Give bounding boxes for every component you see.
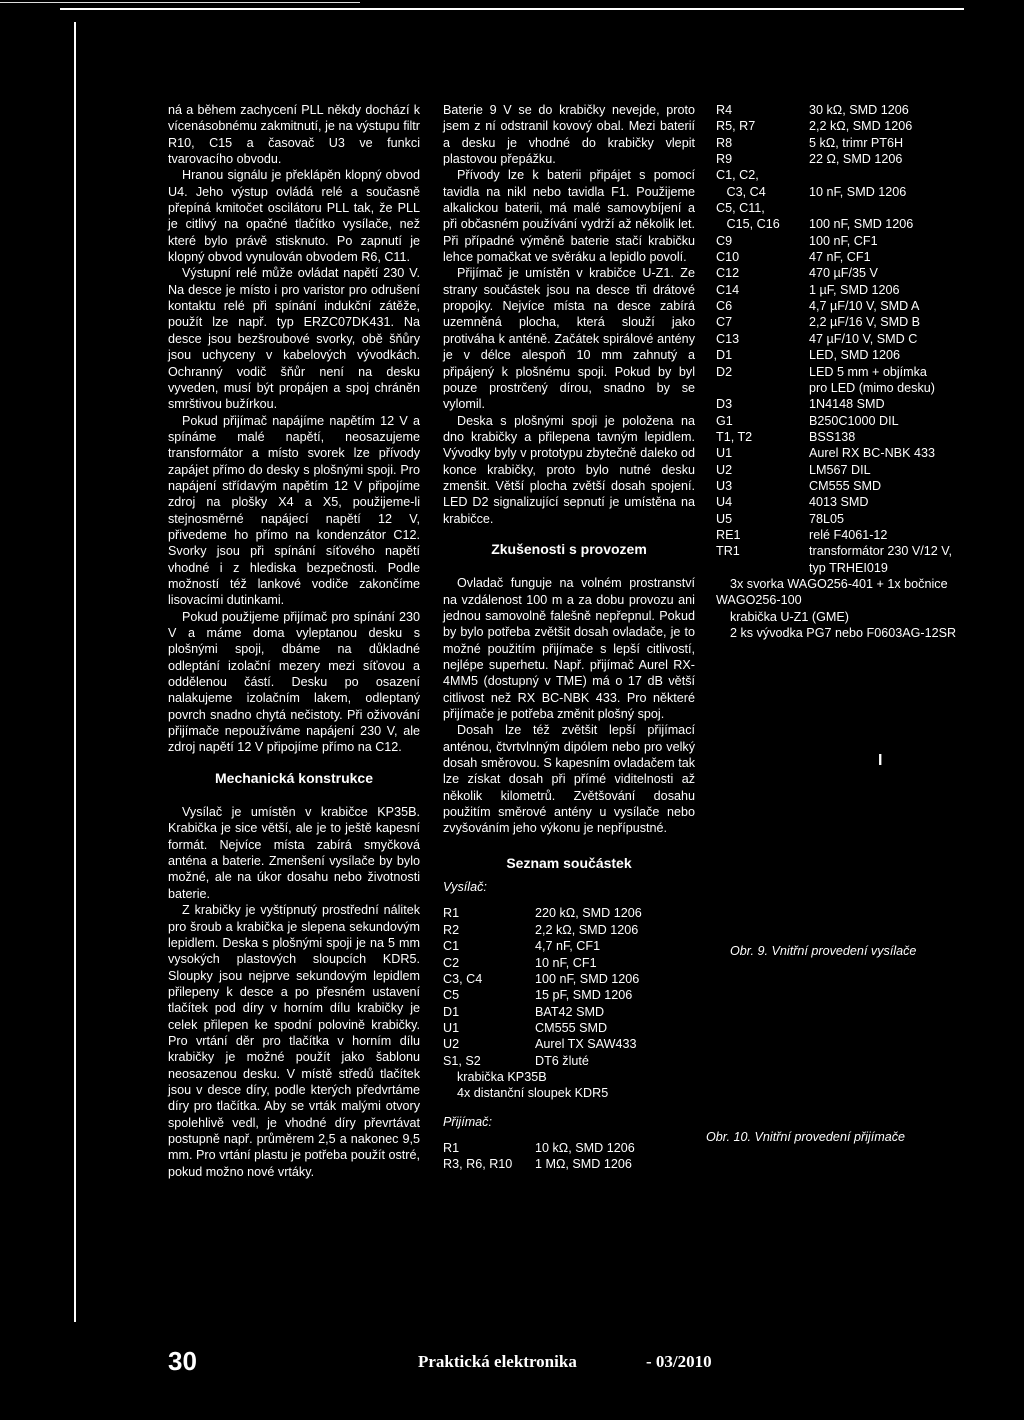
part-reference: U3 <box>716 478 733 493</box>
column-2 <box>443 102 695 1173</box>
part-row <box>716 429 952 445</box>
part-reference: R9 <box>716 152 733 167</box>
caption-figure-9: Obr. 9. Vnitřní provedení vysílače <box>730 944 917 958</box>
part-value: 4,7 nF, CF1 <box>535 939 601 954</box>
part-value: 78L05 <box>809 511 845 526</box>
part-value: transformátor 230 V/12 V, <box>809 544 953 559</box>
part-reference: C15, C16 <box>716 217 780 232</box>
part-value: pro LED (mimo desku) <box>809 380 935 395</box>
heading-experience: Zkušenosti s provozem <box>491 540 647 557</box>
part-row <box>443 1156 635 1172</box>
part-row <box>716 265 952 281</box>
part-reference: C5 <box>443 988 460 1003</box>
part-value: CM555 SMD <box>535 1020 608 1035</box>
part-value: 100 nF, SMD 1206 <box>809 217 914 232</box>
column-2-paragraphs-2 <box>443 575 695 837</box>
part-value: B250C1000 DIL <box>809 413 899 428</box>
part-value: LM567 DIL <box>809 462 871 477</box>
part-row <box>716 511 952 527</box>
paragraph: Z krabičky je vyštípnutý prostřední nálitek pro šroub a krabička je slepena sekundovým lepidlem. Deska s plošnými spoji je na 5 mm vysokých plastových sloupcích KDR5. Sloupky jsou nejprve sekundovým lepidlem přilepeny k desce a po přesném ustavení tlačítek pod díry v horním dílu krabičky je celek přilepen ke spodní polovině krabičky. Pro vrtání děr pro tlačítka v horním dílu krabičky je možné použít jako šablonu neosazenou desku. V místě středů tlačítek jsou v desce díry, podle kterých předvrtáme díry pro tlačítka. Aby se vrták malými otvory spolehlivě vedl, je vhodné díry převrtávat postupně např. průměrem 2,5 a nakonec 9,5 mm. Pro vrtání plastu je potřeba použít ostré, pokud možno nové vrtáky. <box>168 903 420 1179</box>
part-reference: U5 <box>716 511 733 526</box>
part-reference: R2 <box>443 922 460 937</box>
column-1-paragraphs <box>168 102 420 756</box>
column-1-paragraphs-2 <box>168 804 420 1180</box>
part-reference: R1 <box>443 1140 460 1155</box>
part-row <box>716 151 952 167</box>
part-row <box>716 314 952 330</box>
part-row <box>716 380 952 396</box>
part-value: 10 nF, SMD 1206 <box>809 184 907 199</box>
part-reference: C5, C11, <box>716 201 765 216</box>
part-value: 2,2 kΩ, SMD 1206 <box>535 922 639 937</box>
part-value: 15 pF, SMD 1206 <box>535 988 633 1003</box>
heading-parts-list: Seznam součástek <box>506 854 632 871</box>
part-value: LED 5 mm + objímka <box>809 364 927 379</box>
paragraph: Deska s plošnými spoji je položena na dno krabičky a přilepena tavným lepidlem. Vývodky byly v prototypu zbytečně daleko od konce krabičky, proto bylo nutné desku zmenšit. Větší plocha zvětší dosah spojení. LED D2 signalizující sepnutí je umístěna na krabičce. <box>443 413 695 526</box>
figure-mark: I <box>878 752 883 769</box>
transmitter-extra <box>443 1069 695 1102</box>
part-reference: R4 <box>716 103 733 117</box>
part-reference: C6 <box>716 299 733 314</box>
part-value: 2,2 kΩ, SMD 1206 <box>809 119 913 134</box>
paragraph: Vysílač je umístěn v krabičce KP35B. Krabička je sice větší, ale je to ještě kapesní formát. Nejvíce místa zabírá smyčková anténa a baterie. Zmenšení vysílače by bylo možné, ale na úkor dosahu nebo životnosti baterie. <box>168 805 420 901</box>
receiver-extra <box>716 576 966 641</box>
part-row <box>716 478 952 494</box>
extra-item: krabička U-Z1 (GME) <box>730 609 849 624</box>
part-value: BAT42 SMD <box>535 1004 605 1019</box>
part-value: 47 nF, CF1 <box>809 250 871 265</box>
part-reference: C1 <box>443 939 460 954</box>
part-reference: U1 <box>443 1020 460 1035</box>
part-value: LED, SMD 1206 <box>809 348 900 363</box>
paragraph: Pokud přijímač napájíme napětím 12 V a spínáme malé napětí, neosazujeme transformátor a místo svorek lze přívody zapájet přímo do desky s plošnými spoji. Pro napájení střídavým napětím 12 V připojíme zdroj na plošky X4 a X5, použijeme-li stejnosměrné napájecí napětí 12 V, přivedeme ho přímo na kondenzátor C12. Svorky jsou při spínání síťového napětí vhodné i z hlediska bezpečnosti. Podle možností též lankové vodiče zakončíme lisovacími dutinkami. <box>168 413 420 608</box>
part-value: 10 kΩ, SMD 1206 <box>535 1140 635 1155</box>
part-row <box>716 167 952 183</box>
part-reference: C13 <box>716 331 740 346</box>
part-reference: TR1 <box>716 544 740 559</box>
part-value <box>809 167 952 183</box>
paragraph: Ovladač funguje na volném prostranství na vzdálenost 100 m a za dobu provozu ani jednou samovolně falešně nepřepnul. Pokud by bylo potřeba zvětšit dosah ovladače, je to možné použitím přijímače s lepší citlivostí, nejlépe superhetu. Např. přijímač Aurel RX-4MM5 (dostupný v TME) má o 17 dB větší citlivost než RX BC-NBK 433. Pro některé přijímače je potřeba změnit plošný spoj. <box>443 576 695 722</box>
part-row <box>716 282 952 298</box>
part-row <box>716 184 952 200</box>
part-value <box>809 200 952 216</box>
part-row <box>716 331 952 347</box>
part-row <box>443 905 642 921</box>
top-border-line <box>0 2 360 3</box>
part-value: 100 nF, SMD 1206 <box>535 971 640 986</box>
part-reference: R8 <box>716 135 733 150</box>
paragraph: Baterie 9 V se do krabičky nevejde, proto jsem z ní odstranil kovový obal. Mezi baterií a desku je vhodné do krabičky vlepit plastovou přepážku. <box>443 103 695 167</box>
part-row <box>443 1036 642 1052</box>
part-value: 22 Ω, SMD 1206 <box>809 152 903 167</box>
part-value: DT6 žluté <box>535 1053 589 1068</box>
issue-number: - 03/2010 <box>646 1352 712 1371</box>
paragraph: Hranou signálu je překlápěn klopný obvod U4. Jeho výstup ovládá relé a současně přepíná kmitočet oscilátoru PLL tak, že PLL je citlivý na opačné tlačítko vysílače, než které bylo právě stisknuto. Po zapnutí je klopný obvod vynulován obvodem R6, C11. <box>168 168 420 265</box>
part-row <box>716 445 952 461</box>
part-reference <box>716 380 809 396</box>
transmitter-label: Vysílač: <box>443 880 487 895</box>
part-row <box>443 971 642 987</box>
column-1 <box>168 102 420 1180</box>
part-row <box>716 102 952 118</box>
part-reference: D1 <box>716 348 733 363</box>
part-value: 470 µF/35 V <box>809 266 878 281</box>
part-value: 47 µF/10 V, SMD C <box>809 331 918 346</box>
part-row <box>716 249 952 265</box>
part-reference: C7 <box>716 315 733 330</box>
part-value: Aurel TX SAW433 <box>535 1037 637 1052</box>
receiver-parts-table-continued <box>716 102 952 576</box>
part-value: 4013 SMD <box>809 495 869 510</box>
page-number: 30 <box>168 1346 197 1376</box>
part-reference: U4 <box>716 495 733 510</box>
part-reference: C12 <box>716 266 740 281</box>
part-row <box>716 216 952 232</box>
part-row <box>716 413 952 429</box>
part-reference: R3, R6, R10 <box>443 1157 513 1172</box>
column-3 <box>716 102 966 641</box>
column-2-paragraphs <box>443 102 695 527</box>
part-value: 220 kΩ, SMD 1206 <box>535 906 642 921</box>
part-reference: C2 <box>443 955 460 970</box>
part-reference: D1 <box>443 1004 460 1019</box>
part-reference: C14 <box>716 282 740 297</box>
part-value: 5 kΩ, trimr PT6H <box>809 135 904 150</box>
receiver-parts-table <box>443 1140 635 1173</box>
part-value: 4,7 µF/10 V, SMD A <box>809 299 920 314</box>
part-row <box>443 1004 642 1020</box>
part-row <box>443 987 642 1003</box>
part-row <box>443 1053 642 1069</box>
part-row <box>716 462 952 478</box>
part-reference: R5, R7 <box>716 119 756 134</box>
transmitter-parts-table <box>443 905 642 1068</box>
part-row <box>716 494 952 510</box>
part-value: 1N4148 SMD <box>809 397 885 412</box>
part-reference: C3, C4 <box>716 184 766 199</box>
part-row <box>443 1140 635 1156</box>
part-reference: D2 <box>716 364 733 379</box>
part-value: 30 kΩ, SMD 1206 <box>809 103 909 117</box>
paragraph: Přívody lze k baterii připájet s pomocí tavidla na nikl nebo tavidla F1. Použijeme alkalickou baterii, má malé samovybíjení a při občasném používání vydrží až několik let. Při případné výměně baterie stačí krabičku lehce pomačkat ve svěráku a lepidlo povolí. <box>443 168 695 265</box>
part-reference: R1 <box>443 906 460 921</box>
part-reference: C1, C2, <box>716 168 759 183</box>
caption-figure-10: Obr. 10. Vnitřní provedení přijímače <box>706 1130 906 1144</box>
part-row <box>716 527 952 543</box>
part-row <box>443 955 642 971</box>
part-reference <box>716 560 809 576</box>
part-reference: RE1 <box>716 527 741 542</box>
left-margin-rule <box>74 22 76 1322</box>
part-reference: S1, S2 <box>443 1053 481 1068</box>
paragraph: Přijímač je umístěn v krabičce U-Z1. Ze strany součástek jsou na desce tři drátové propojky. Nejvíce místa na desce zabírá uzemněná plocha, která slouží jako protiváha k anténě. Začátek spirálové antény je v délce alespoň 10 mm zahnutý a připájený k plošnému spoji. Pokud by byl pouze prostrčený dírou, snadno by se vylomil. <box>443 266 695 412</box>
part-reference: T1, T2 <box>716 429 753 444</box>
part-row <box>716 233 952 249</box>
part-reference: C9 <box>716 233 733 248</box>
heading-mechanical-construction: Mechanická konstrukce <box>215 769 373 786</box>
part-row <box>716 347 952 363</box>
part-row <box>716 298 952 314</box>
journal-name: Praktická elektronika <box>418 1352 577 1371</box>
part-value: BSS138 <box>809 429 856 444</box>
part-row <box>716 543 952 559</box>
part-row <box>716 396 952 412</box>
part-reference: D3 <box>716 397 733 412</box>
part-row <box>716 560 952 576</box>
part-row <box>443 1020 642 1036</box>
extra-item: 3x svorka WAGO256-401 + 1x bočnice WAGO256-100 <box>716 576 948 608</box>
extra-item: 2 ks vývodka PG7 nebo F0603AG-12SR <box>730 626 957 640</box>
top-rule <box>60 8 964 10</box>
part-row <box>716 118 952 134</box>
part-value: CM555 SMD <box>809 478 882 493</box>
extra-item: 4x distanční sloupek KDR5 <box>457 1086 609 1101</box>
part-row <box>716 200 952 216</box>
part-reference: C10 <box>716 250 740 265</box>
part-value: 10 nF, CF1 <box>535 955 597 970</box>
extra-item: krabička KP35B <box>457 1069 547 1084</box>
part-row <box>443 938 642 954</box>
part-value: typ TRHEI019 <box>809 560 888 575</box>
part-reference: C3, C4 <box>443 971 483 986</box>
part-reference: G1 <box>716 413 733 428</box>
paragraph: Výstupní relé může ovládat napětí 230 V. Na desce je místo i pro varistor pro odrušení kontaktu relé při spínání indukční zátěže, použít lze např. typ ERZC07DK431. Na desce jsou bezšroubové svorky, obě šňůry jsou uchyceny v kabelových vývodkách. Ochranný vodič šňůr není na desku vyveden, musí být propájen a spoj chráněn smrštivou bužírkou. <box>168 266 420 412</box>
part-reference: U2 <box>443 1037 460 1052</box>
part-row <box>716 364 952 380</box>
paragraph: Pokud použijeme přijímač pro spínání 230 V a máme doma vyleptanou desku s plošnými spoji, dbáme na důkladné odleptání izolační mezery mezi síťovou a oddělenou částí. Desku po osazení nalakujeme izolačním lakem, odleptaný povrch snadno chytá nečistoty. Při oživování přijímače nepoužíváme napájení 230 V, ale zdroj napětí 12 V připojíme přímo na C12. <box>168 609 420 755</box>
paragraph: ná a během zachycení PLL někdy dochází k vícenásobnému zakmitnutí, je na výstupu filtr R10, C15 a časovač U3 ve funkci tvarovacího obvodu. <box>168 103 420 167</box>
part-row <box>443 922 642 938</box>
paragraph: Dosah lze též zvětšit lepší přijímací anténou, čtvrtvlnným dipólem nebo pro velký dosah směrovou. S kapesním ovladačem tak lze získat dosah při přímé viditelnosti až několik kilometrů. Zvětšování dosahu použitím směrové antény u vysílače nebo zvyšováním jeho výkonu je nepřípustné. <box>443 723 695 836</box>
part-reference: U2 <box>716 462 733 477</box>
receiver-label: Přijímač: <box>443 1114 492 1129</box>
part-value: 1 µF, SMD 1206 <box>809 282 900 297</box>
part-value: 1 MΩ, SMD 1206 <box>535 1157 632 1172</box>
part-reference: U1 <box>716 446 733 461</box>
part-row <box>716 135 952 151</box>
part-value: 2,2 µF/16 V, SMD B <box>809 315 921 330</box>
part-value: Aurel RX BC-NBK 433 <box>809 446 935 461</box>
part-value: relé F4061-12 <box>809 527 888 542</box>
part-value: 100 nF, CF1 <box>809 233 878 248</box>
